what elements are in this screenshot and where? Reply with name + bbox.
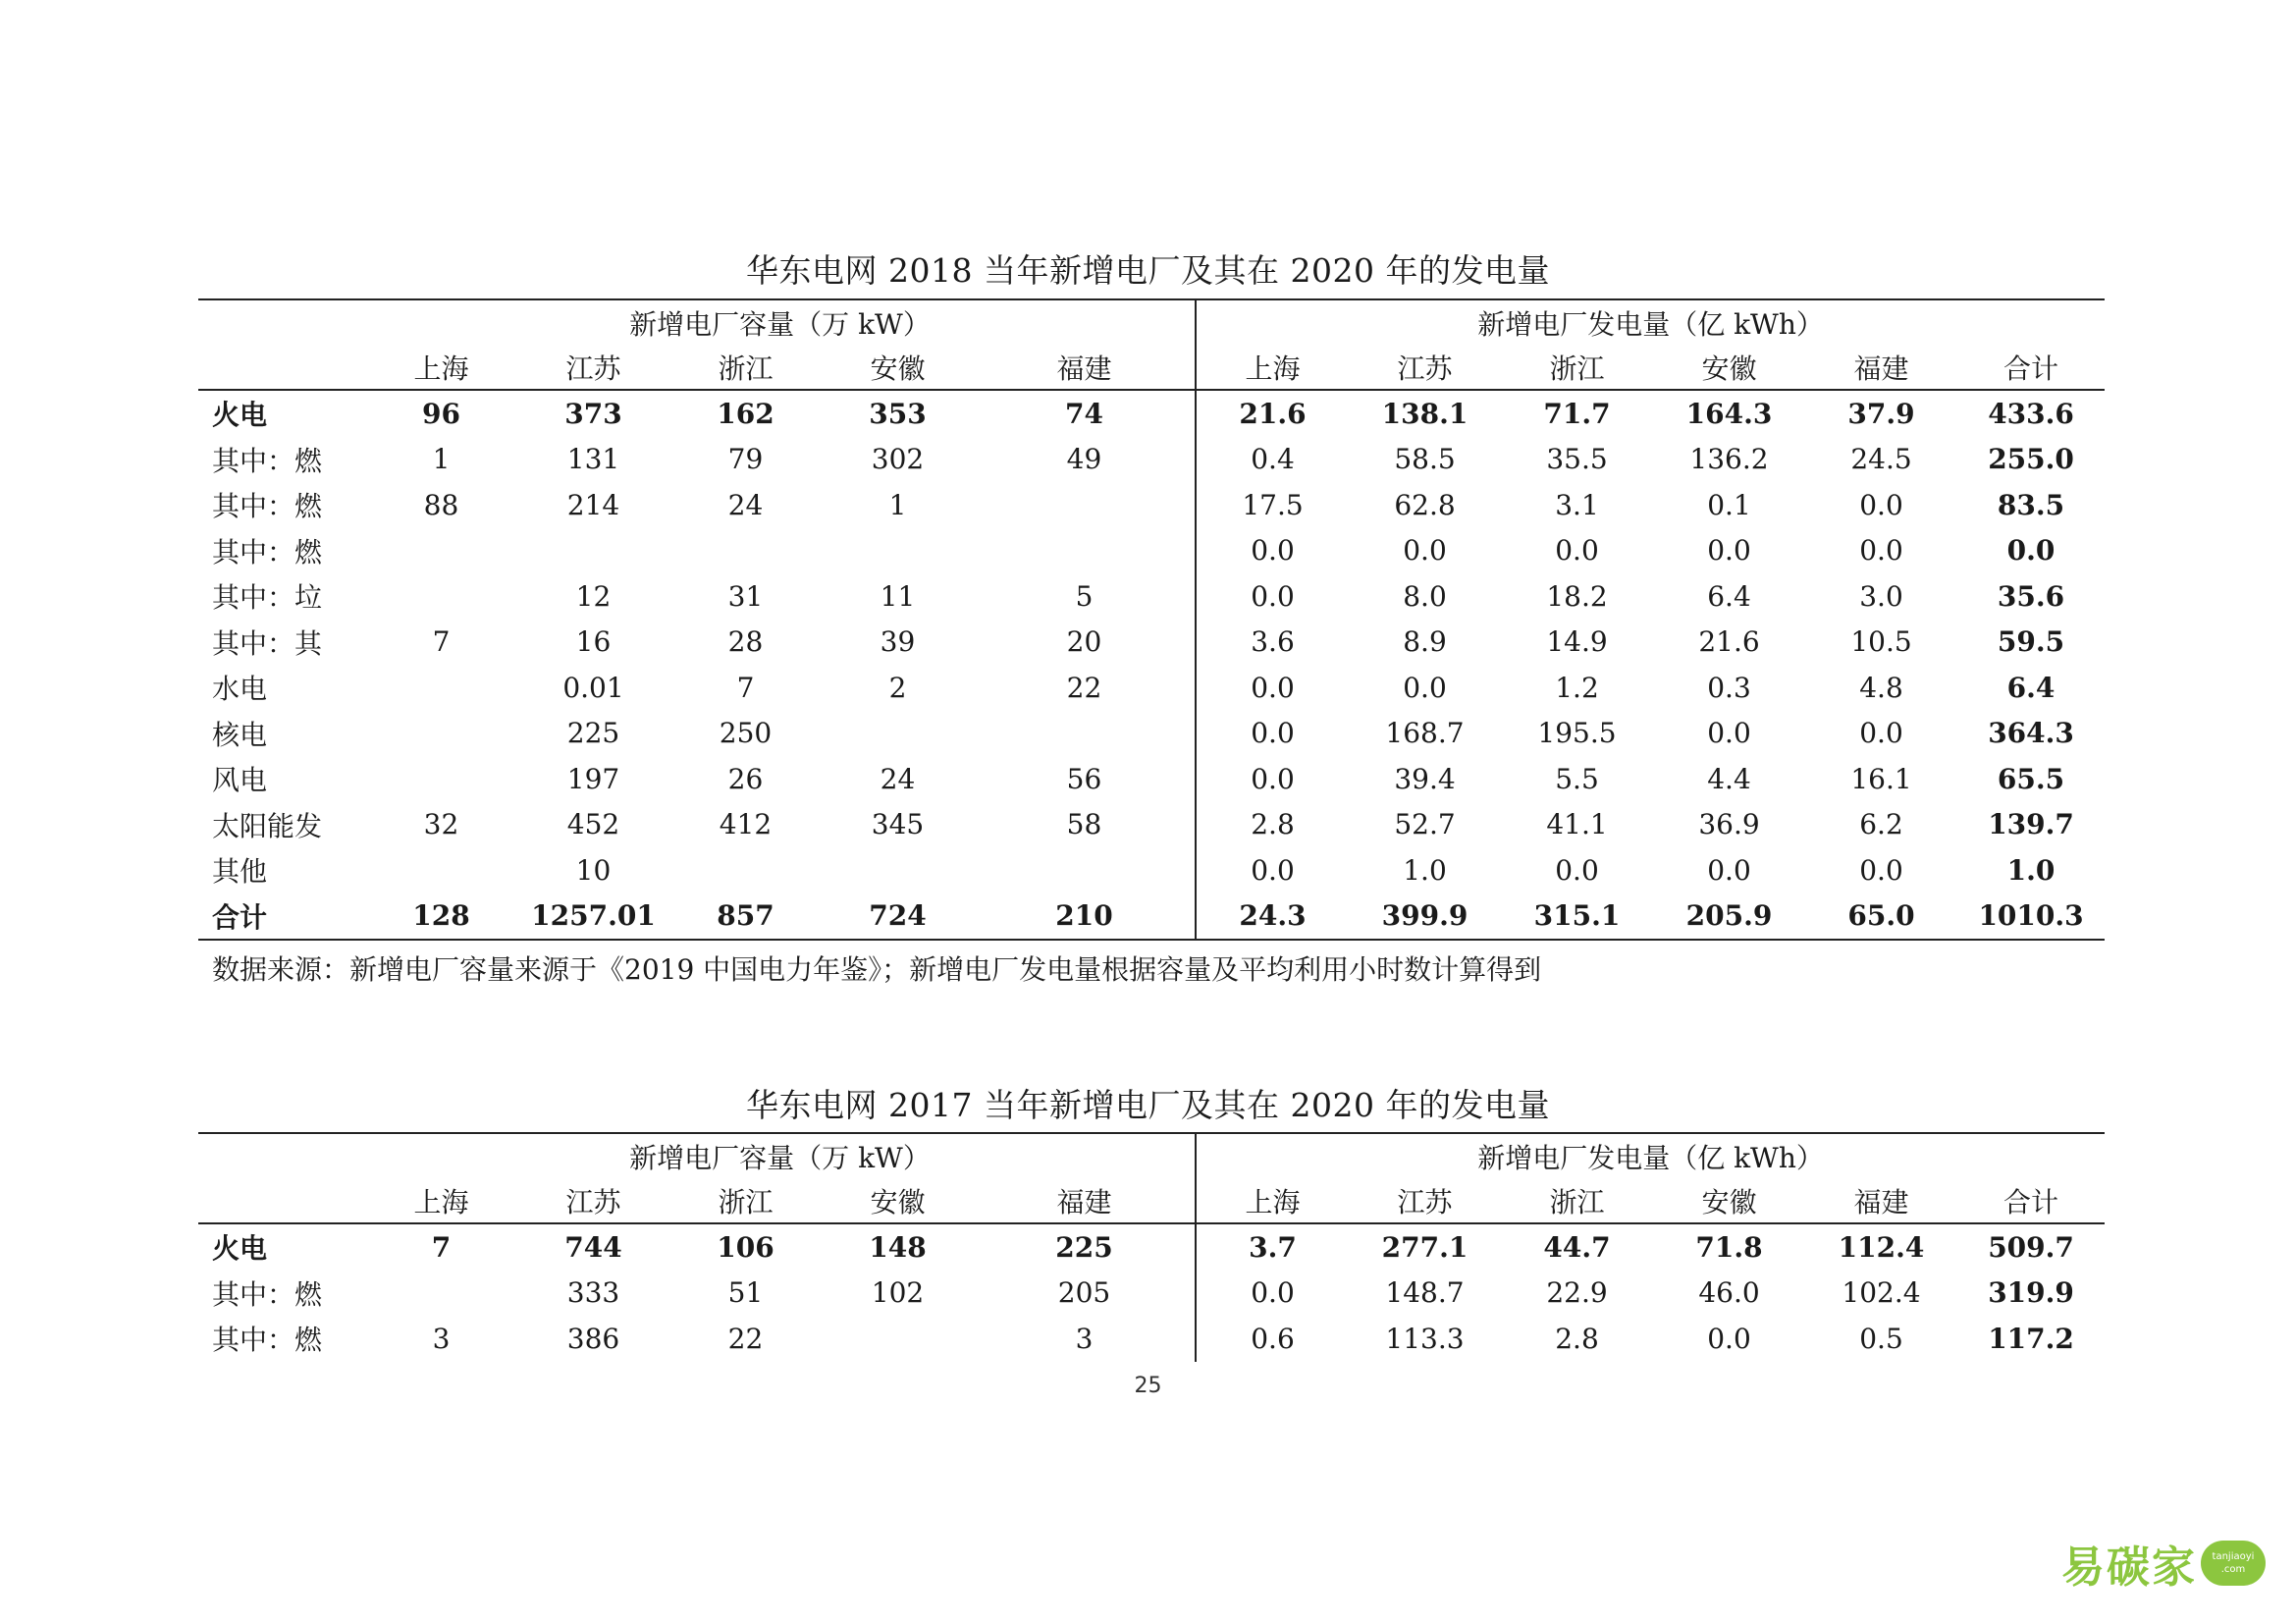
table-cell: 12 (575, 579, 612, 613)
column-header: 江苏 (1349, 1179, 1501, 1223)
group-header-generation: 新增电厂发电量（亿 kWh） (1196, 299, 2105, 346)
column-header: 江苏 (517, 1179, 669, 1223)
table-cell: 302 (871, 443, 925, 476)
row-label: 其他 (212, 855, 268, 889)
table-cell (517, 528, 669, 574)
table-cell: 333 (566, 1276, 620, 1310)
table-row (198, 756, 2105, 802)
table-cell: 2.8 (1196, 802, 1349, 848)
table-cell: 3.1 (1555, 488, 1599, 521)
table-cell: 197 (566, 762, 620, 795)
table-cell: 3.0 (1859, 579, 1903, 613)
table-cell: 59.5 (1997, 625, 2065, 659)
table-cell: 353 (869, 397, 927, 430)
table1-title: 华东电网 2018 当年新增电厂及其在 2020 年的发电量 (746, 251, 1550, 290)
table-row (198, 390, 2105, 437)
table-cell: 0.0 (1707, 717, 1751, 750)
table-cell (822, 528, 974, 574)
table-cell: 117.2 (1988, 1322, 2074, 1355)
corner-cell (198, 299, 365, 346)
table-cell: 58.5 (1394, 443, 1456, 476)
table-row (198, 573, 2105, 620)
table-cell: 7 (432, 625, 451, 659)
table1-body (198, 390, 2105, 940)
column-header: 上海 (365, 346, 517, 390)
column-header: 合计 (1957, 1179, 2105, 1223)
table-cell: 1.0 (1403, 853, 1447, 887)
table2-title: 华东电网 2017 当年新增电厂及其在 2020 年的发电量 (746, 1086, 1550, 1124)
row-label: 其中：燃 (212, 490, 323, 523)
table-cell (669, 847, 822, 893)
table-cell: 71.7 (1543, 397, 1611, 430)
row-label: 水电 (212, 673, 268, 706)
table-cell: 162 (717, 397, 774, 430)
table-cell: 8.0 (1403, 579, 1447, 613)
column-header: 江苏 (1349, 346, 1501, 390)
table-cell: 3.6 (1196, 620, 1349, 666)
table-cell: 452 (566, 808, 620, 841)
table-cell: 0.0 (1555, 534, 1599, 568)
table-row (198, 893, 2105, 941)
row-label: 火电 (212, 1232, 268, 1266)
column-header: 江苏 (517, 346, 669, 390)
table-cell: 46.0 (1698, 1276, 1760, 1310)
corner-cell (198, 1179, 365, 1223)
table-cell: 3 (1075, 1322, 1094, 1355)
table-cell: 0.6 (1196, 1316, 1349, 1362)
row-label: 其中：燃 (212, 535, 323, 568)
table-row (198, 665, 2105, 711)
table-cell: 2 (888, 671, 907, 704)
table-cell: 1.0 (2006, 853, 2056, 887)
table-cell: 56 (1066, 762, 1102, 795)
table-cell: 24.5 (1850, 443, 1912, 476)
table-cell: 0.0 (1196, 756, 1349, 802)
row-label: 风电 (212, 764, 268, 797)
table-cell: 0.0 (1196, 665, 1349, 711)
page-number: 25 (1134, 1374, 1162, 1398)
table-cell: 6.2 (1859, 808, 1903, 841)
table-cell: 1010.3 (1957, 893, 2105, 941)
table-cell: 315.1 (1501, 893, 1653, 941)
table-cell: 5.5 (1555, 762, 1599, 795)
table-row (198, 528, 2105, 574)
column-header: 福建 (1805, 1179, 1957, 1223)
table-row (198, 620, 2105, 666)
table-cell: 41.1 (1546, 808, 1608, 841)
row-label: 其中：燃 (212, 444, 323, 477)
table-cell: 62.8 (1394, 488, 1456, 521)
table-cell: 0.1 (1707, 488, 1751, 521)
table-cell: 3 (432, 1322, 451, 1355)
row-label: 其中：燃 (212, 1277, 323, 1311)
table2-body (198, 1223, 2105, 1362)
table-cell: 26 (727, 762, 764, 795)
table-cell: 7 (431, 1230, 452, 1264)
table-cell: 102 (871, 1276, 925, 1310)
table-cell: 168.7 (1385, 717, 1465, 750)
table-cell: 205 (1057, 1276, 1111, 1310)
table-cell: 83.5 (1997, 488, 2065, 521)
column-headers (198, 346, 2105, 390)
table-cell: 51 (727, 1276, 764, 1310)
table-cell (974, 847, 1196, 893)
table-cell: 250 (719, 717, 773, 750)
table-cell: 21.6 (1698, 625, 1760, 659)
column-header: 福建 (974, 1179, 1196, 1223)
table-cell: 364.3 (1988, 717, 2074, 750)
table-cell: 31 (727, 579, 764, 613)
table-cell: 35.5 (1546, 443, 1608, 476)
row-label: 火电 (212, 399, 268, 432)
column-headers (198, 1179, 2105, 1223)
table-cell: 0.0 (1403, 534, 1447, 568)
table-cell: 79 (727, 443, 764, 476)
table-cell: 164.3 (1685, 397, 1773, 430)
table-cell: 10 (575, 853, 612, 887)
table-cell: 1 (432, 443, 451, 476)
table-cell (365, 573, 517, 620)
table-cell: 24 (880, 762, 916, 795)
table-cell: 2.8 (1555, 1322, 1599, 1355)
table-cell: 210 (974, 893, 1196, 941)
table-cell: 102.4 (1842, 1276, 1921, 1310)
table-cell: 0.0 (1859, 534, 1903, 568)
table-cell: 21.6 (1196, 390, 1349, 437)
table-cell: 96 (422, 397, 460, 430)
table-cell: 412 (719, 808, 773, 841)
table-cell: 0.4 (1196, 437, 1349, 483)
table-cell: 65.0 (1805, 893, 1957, 941)
table-cell: 225 (1055, 1230, 1113, 1264)
table1 (198, 298, 2105, 941)
group-header-capacity: 新增电厂容量（万 kW） (365, 299, 1196, 346)
table-cell: 0.0 (1707, 1322, 1751, 1355)
column-header: 浙江 (1501, 346, 1653, 390)
table-cell: 5 (1075, 579, 1094, 613)
table-cell: 39 (880, 625, 916, 659)
table-cell: 0.0 (2006, 534, 2056, 568)
column-header: 上海 (1196, 346, 1349, 390)
table-cell: 22.9 (1546, 1276, 1608, 1310)
table-cell (974, 528, 1196, 574)
table-cell: 373 (564, 397, 622, 430)
table-cell: 1 (888, 488, 907, 521)
row-label: 太阳能发 (212, 809, 323, 842)
table-cell (669, 528, 822, 574)
table-cell: 0.0 (1555, 853, 1599, 887)
table-cell: 857 (669, 893, 822, 941)
table-cell (822, 847, 974, 893)
table-row (198, 847, 2105, 893)
column-header: 福建 (974, 346, 1196, 390)
table-cell: 0.3 (1707, 671, 1751, 704)
group-header-generation: 新增电厂发电量（亿 kWh） (1196, 1133, 2105, 1179)
table-cell: 74 (1065, 397, 1103, 430)
table-cell: 37.9 (1847, 397, 1915, 430)
table-cell: 0.0 (1196, 847, 1349, 893)
table-cell: 0.01 (562, 671, 624, 704)
table-cell: 7 (736, 671, 755, 704)
row-label: 其中：垃 (212, 581, 323, 615)
table-cell: 39.4 (1394, 762, 1456, 795)
table-cell: 277.1 (1381, 1230, 1468, 1264)
table-cell: 113.3 (1385, 1322, 1465, 1355)
table-cell: 724 (822, 893, 974, 941)
source-note: 数据来源：新增电厂容量来源于《2019 中国电力年鉴》；新增电厂发电量根据容量及平均利用小时数计算得到 (212, 953, 1542, 986)
table-cell: 20 (1066, 625, 1102, 659)
column-header: 合计 (1957, 346, 2105, 390)
table-cell: 0.0 (1859, 488, 1903, 521)
table-cell: 0.0 (1859, 717, 1903, 750)
table-cell: 49 (1066, 443, 1102, 476)
table-cell: 128 (365, 893, 517, 941)
corner-cell (198, 1133, 365, 1179)
table-cell: 744 (564, 1230, 622, 1264)
table-cell: 52.7 (1394, 808, 1456, 841)
table-cell: 11 (880, 579, 916, 613)
watermark-logo (2061, 1532, 2266, 1595)
table-cell: 3.7 (1196, 1223, 1349, 1271)
table-cell: 71.8 (1695, 1230, 1763, 1264)
column-header: 上海 (365, 1179, 517, 1223)
column-header: 安徽 (1653, 346, 1805, 390)
column-header: 浙江 (1501, 1179, 1653, 1223)
row-label: 合计 (198, 893, 365, 941)
table-cell: 16 (575, 625, 612, 659)
table-cell: 14.9 (1546, 625, 1608, 659)
table-cell: 319.9 (1988, 1276, 2074, 1310)
table-cell: 17.5 (1196, 482, 1349, 528)
table-cell: 18.2 (1546, 579, 1608, 613)
column-header: 安徽 (1653, 1179, 1805, 1223)
column-header: 上海 (1196, 1179, 1349, 1223)
table-row (198, 437, 2105, 483)
table-cell: 112.4 (1838, 1230, 1925, 1264)
table-cell: 0.0 (1707, 534, 1751, 568)
table-cell (822, 1316, 974, 1362)
table-cell: 58 (1066, 808, 1102, 841)
table-cell: 225 (566, 717, 620, 750)
table-cell: 6.4 (1707, 579, 1751, 613)
row-label: 核电 (212, 718, 268, 751)
table-cell: 136.2 (1689, 443, 1769, 476)
table-cell: 0.0 (1707, 853, 1751, 887)
table-cell: 345 (871, 808, 925, 841)
table-cell: 24 (727, 488, 764, 521)
table-cell: 433.6 (1988, 397, 2074, 430)
column-header: 福建 (1805, 346, 1957, 390)
row-label: 其中：燃 (212, 1324, 323, 1357)
table-cell: 148.7 (1385, 1276, 1465, 1310)
table-cell: 148 (869, 1230, 927, 1264)
row-label: 其中：其 (212, 626, 323, 660)
table-cell: 195.5 (1537, 717, 1617, 750)
column-header: 安徽 (822, 1179, 974, 1223)
table-cell: 399.9 (1349, 893, 1501, 941)
table-cell: 16.1 (1850, 762, 1912, 795)
table-cell (365, 756, 517, 802)
table-cell: 0.0 (1196, 711, 1349, 757)
table-cell: 22 (727, 1322, 764, 1355)
table-cell: 386 (566, 1322, 620, 1355)
table-cell: 106 (717, 1230, 774, 1264)
table-cell: 4.4 (1707, 762, 1751, 795)
table-row (198, 711, 2105, 757)
table-cell: 44.7 (1543, 1230, 1611, 1264)
watermark-domain: tanjiaoyi (2212, 1551, 2255, 1562)
table-row (198, 1316, 2105, 1362)
table-cell: 214 (566, 488, 620, 521)
table-row (198, 802, 2105, 848)
table-cell: 65.5 (1997, 762, 2065, 795)
watermark-badge (2201, 1541, 2266, 1586)
table-cell: 10.5 (1850, 625, 1912, 659)
table-cell: 1.2 (1555, 671, 1599, 704)
group-header-capacity: 新增电厂容量（万 kW） (365, 1133, 1196, 1179)
table-cell: 0.5 (1859, 1322, 1903, 1355)
table-cell: 6.4 (2006, 671, 2056, 704)
table-cell: 139.7 (1988, 808, 2074, 841)
table-cell (822, 711, 974, 757)
table-cell: 255.0 (1988, 443, 2074, 476)
table-cell: 0.0 (1196, 528, 1349, 574)
corner-cell (198, 346, 365, 390)
table-row (198, 482, 2105, 528)
table-cell: 205.9 (1653, 893, 1805, 941)
table-cell: 0.0 (1196, 573, 1349, 620)
table-cell: 24.3 (1196, 893, 1349, 941)
table-row (198, 1223, 2105, 1271)
table-cell: 28 (727, 625, 764, 659)
table-cell: 22 (1066, 671, 1102, 704)
table-cell (365, 847, 517, 893)
table-cell: 88 (423, 488, 459, 521)
table-row (198, 1271, 2105, 1317)
table-cell (974, 482, 1196, 528)
table-cell: 35.6 (1997, 579, 2065, 613)
table-cell (365, 1271, 517, 1317)
table-cell: 0.0 (1859, 853, 1903, 887)
watermark-text: 易碳家 (2061, 1543, 2197, 1593)
table-cell (365, 528, 517, 574)
table-cell: 4.8 (1859, 671, 1903, 704)
table-cell: 509.7 (1988, 1230, 2074, 1264)
table-cell: 36.9 (1698, 808, 1760, 841)
table-cell (365, 665, 517, 711)
table2 (198, 1132, 2105, 1362)
table-cell: 0.0 (1196, 1271, 1349, 1317)
watermark-domain-suffix: .com (2220, 1564, 2246, 1575)
column-header: 浙江 (669, 1179, 822, 1223)
table-cell: 138.1 (1381, 397, 1468, 430)
table-cell: 32 (423, 808, 459, 841)
table-cell (974, 711, 1196, 757)
table-cell: 1257.01 (517, 893, 669, 941)
column-header: 安徽 (822, 346, 974, 390)
table-cell: 0.0 (1403, 671, 1447, 704)
table-cell: 131 (566, 443, 620, 476)
column-header: 浙江 (669, 346, 822, 390)
table-cell: 8.9 (1403, 625, 1447, 659)
table-cell (365, 711, 517, 757)
